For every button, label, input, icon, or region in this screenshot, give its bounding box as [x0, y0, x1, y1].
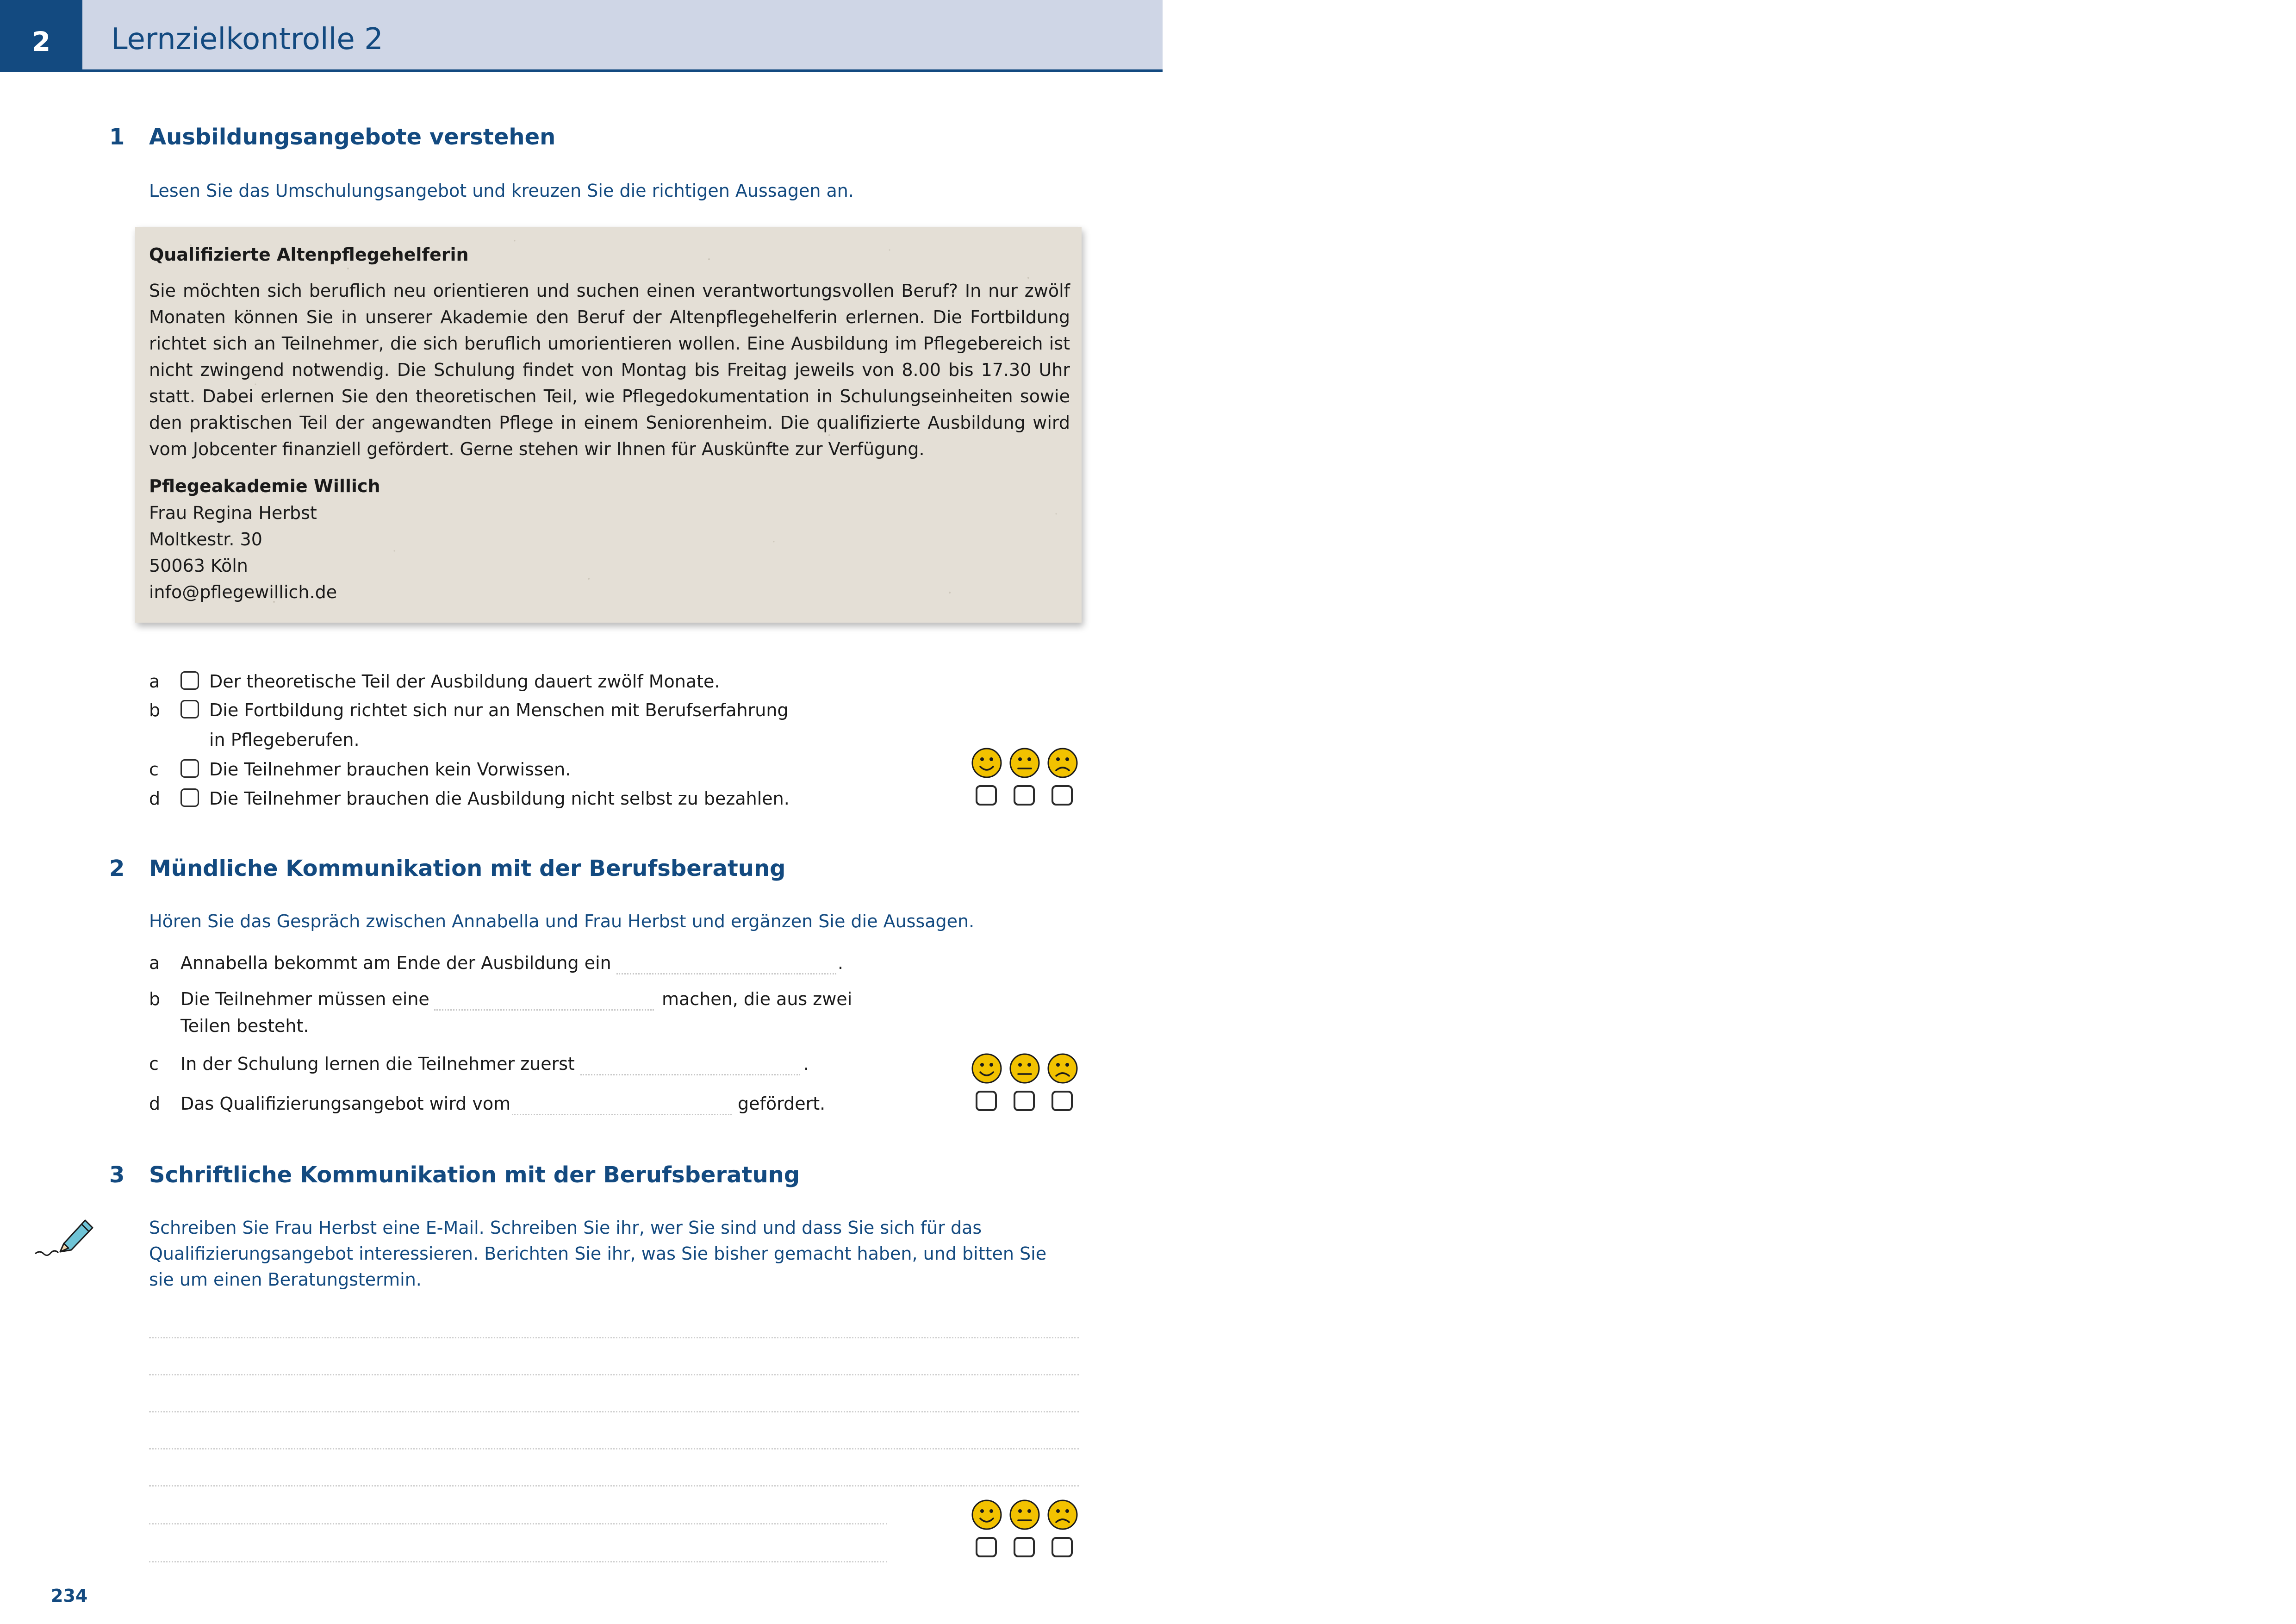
self-assessment-smileys — [970, 1498, 1081, 1531]
section-3-instruction-line-2: Qualifizierungsangebot interessieren. Berichten Sie ihr, was Sie bisher gemacht haben, und bitten Sie — [149, 1243, 1047, 1264]
item-text: Der theoretische Teil der Ausbildung dauert zwölf Monate. — [209, 671, 720, 692]
rating-box-bad[interactable] — [1052, 1537, 1073, 1557]
item-letter: d — [149, 1093, 161, 1114]
section-1-title: Ausbildungsangebote verstehen — [149, 124, 556, 150]
rating-box-good[interactable] — [976, 1091, 997, 1111]
chapter-number: 2 — [31, 26, 51, 57]
item-text: Das Qualifizierungsangebot wird vom — [180, 1093, 511, 1114]
self-assessment-smileys — [970, 746, 1081, 780]
rating-box-neutral[interactable] — [1014, 785, 1035, 806]
section-1-instruction: Lesen Sie das Umschulungsangebot und kreuzen Sie die richtigen Aussagen an. — [149, 181, 854, 201]
item-text-after: machen, die aus zwei — [662, 989, 852, 1009]
card-text: Sie möchten sich beruflich neu orientieren und suchen einen verantwortungsvollen Beruf? In nur zwölf Monaten können Sie in unserer Akademie den Beruf der Altenpflegehelferin erlernen. Die Fortbildung richtet sich an Teilnehmer, die sich beruflich umorientieren wollen. Eine Ausbildung im Pflegebereich ist nicht zwingend notwendig. Die Schulung findet von Montag bis Freitag jeweils von 8.00 bis 17.30 Uhr statt. Dabei erlernen Sie den theoretischen Teil, wie Pflegedokumentation in Schulungseinheiten sowie den praktischen Teil der angewandten Pflege in einem Seniorenheim. Die qualifizierte Ausbildung wird vom Jobcenter finanziell gefördert. Gerne stehen wir Ihnen für Auskünfte zur Verfügung. — [149, 281, 1070, 459]
item-text: Die Teilnehmer brauchen kein Vorwissen. — [209, 759, 571, 780]
item-letter: c — [149, 759, 159, 780]
pencil-icon — [33, 1216, 96, 1258]
item-letter: b — [149, 989, 161, 1009]
writing-line[interactable] — [149, 1523, 887, 1524]
section-3-instruction-line-3: sie um einen Beratungstermin. — [149, 1269, 422, 1290]
item-text: Die Teilnehmer müssen eine — [180, 989, 429, 1009]
section-3-number: 3 — [109, 1162, 125, 1188]
writing-line[interactable] — [149, 1561, 887, 1562]
item-text-after: . — [803, 1054, 809, 1074]
writing-line[interactable] — [149, 1411, 1079, 1412]
rating-box-bad[interactable] — [1052, 1091, 1073, 1111]
item-text-continued: Teilen besteht. — [180, 1016, 309, 1036]
rating-box-good[interactable] — [976, 785, 997, 806]
item-text-after: . — [838, 953, 844, 973]
card-email: info@pflegewillich.de — [149, 582, 337, 602]
rating-box-neutral[interactable] — [1014, 1091, 1035, 1111]
rating-box-neutral[interactable] — [1014, 1537, 1035, 1557]
rating-box-good[interactable] — [976, 1537, 997, 1557]
section-3-instruction-line-1: Schreiben Sie Frau Herbst eine E-Mail. Schreiben Sie ihr, wer Sie sind und dass Sie sich für das — [149, 1218, 982, 1238]
section-2-title: Mündliche Kommunikation mit der Berufsberatung — [149, 856, 786, 881]
item-letter: c — [149, 1054, 159, 1074]
item-text: Annabella bekommt am Ende der Ausbildung ein — [180, 953, 611, 973]
item-letter: d — [149, 788, 161, 809]
item-text-after: gefördert. — [738, 1093, 826, 1114]
card-city: 50063 Köln — [149, 556, 248, 576]
rating-box-bad[interactable] — [1052, 785, 1073, 806]
writing-line[interactable] — [149, 1448, 1079, 1449]
card-title: Qualifizierte Altenpflegehelferin — [149, 244, 469, 265]
writing-line[interactable] — [149, 1485, 1079, 1487]
answer-checkbox-d[interactable] — [180, 788, 199, 807]
card-street: Moltkestr. 30 — [149, 529, 262, 550]
section-3-title: Schriftliche Kommunikation mit der Berufsberatung — [149, 1162, 800, 1188]
answer-checkbox-a[interactable] — [180, 671, 199, 690]
answer-blank-d[interactable] — [512, 1114, 732, 1115]
answer-checkbox-c[interactable] — [180, 759, 199, 778]
page-title: Lernzielkontrolle 2 — [111, 22, 383, 56]
answer-blank-c[interactable] — [580, 1074, 800, 1075]
card-org: Pflegeakademie Willich — [149, 476, 380, 496]
item-text: In der Schulung lernen die Teilnehmer zuerst — [180, 1054, 575, 1074]
section-2-instruction: Hören Sie das Gespräch zwischen Annabella und Frau Herbst und ergänzen Sie die Aussagen. — [149, 911, 975, 931]
item-text: Die Fortbildung richtet sich nur an Menschen mit Berufserfahrung — [209, 700, 789, 720]
item-text-continued: in Pflegeberufen. — [209, 730, 360, 750]
writing-line[interactable] — [149, 1374, 1079, 1375]
self-assessment-smileys — [970, 1052, 1081, 1085]
answer-checkbox-b[interactable] — [180, 700, 199, 718]
answer-blank-b[interactable] — [434, 1009, 654, 1011]
item-letter: a — [149, 671, 160, 692]
item-letter: b — [149, 700, 161, 720]
writing-line[interactable] — [149, 1337, 1079, 1338]
answer-blank-a[interactable] — [616, 973, 836, 974]
section-1-number: 1 — [109, 124, 125, 150]
item-letter: a — [149, 953, 160, 973]
item-text: Die Teilnehmer brauchen die Ausbildung nicht selbst zu bezahlen. — [209, 788, 790, 809]
section-2-number: 2 — [109, 856, 125, 881]
card-contact: Frau Regina Herbst — [149, 503, 317, 523]
header-rule — [0, 69, 1163, 72]
page-number: 234 — [51, 1586, 88, 1606]
